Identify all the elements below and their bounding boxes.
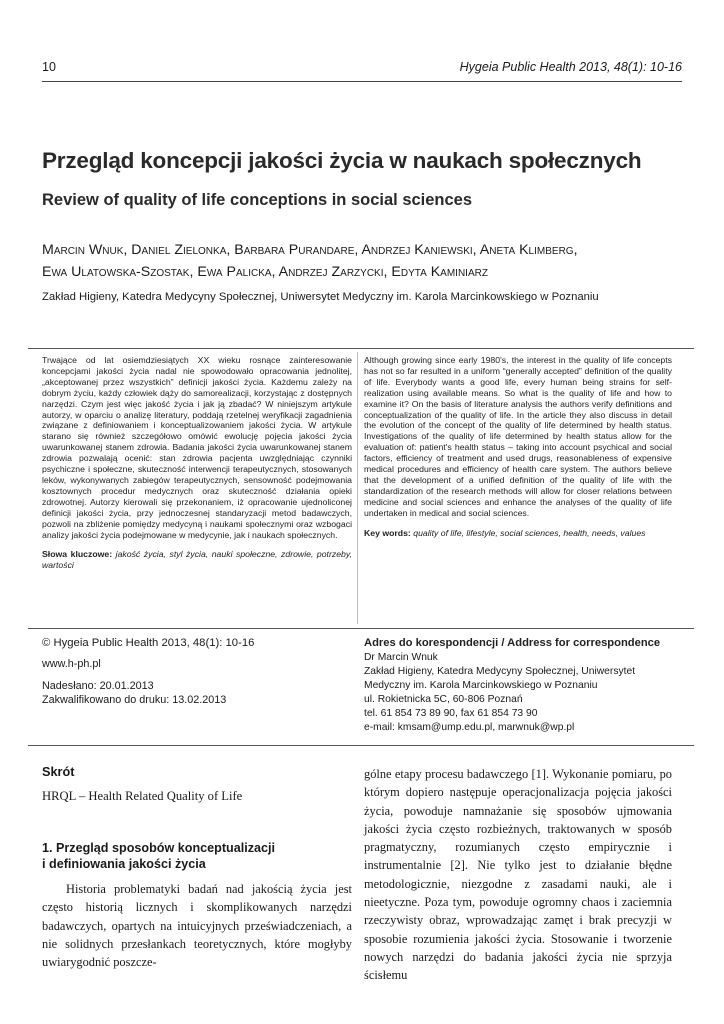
received-date: Nadesłano: 20.01.2013 [42,680,154,692]
info-bottom-divider [28,745,694,746]
accepted-date: Zakwalifikowano do druku: 13.02.2013 [42,694,227,706]
running-header [42,60,682,76]
header-divider [42,81,682,82]
correspondence-university: Medyczny im. Karola Marcinkowskiego w Poznaniu [364,680,598,691]
correspondence-phone: tel. 61 854 73 89 90, fax 61 854 73 90 [364,708,538,719]
abbreviation-hrql: HRQL – Health Related Quality of Life [42,789,243,803]
correspondence-street: ul. Rokietnicka 5C, 60-806 Poznań [364,694,523,705]
keywords-polish-list: jakość życia, styl życia, nauki społeczne, zdrowie, potrzeby, wartości [42,549,352,571]
page-number: 10 [42,60,56,74]
body-column-right [364,765,672,985]
correspondence-block [364,636,684,735]
section-1-heading [42,840,352,872]
body-column-left [42,765,352,971]
copyright-citation: © Hygeia Public Health 2013, 48(1): 10-16 [42,637,255,649]
abstract-polish [42,355,352,571]
section-1-paragraph-1: Historia problematyki badań nad jakością życia jest często historią licznych i skomplikowanych narzędzi badawczych, opartych na intuicyjnych przeświadczeniach, a nie solidnych przesłankach teoretycznych, które mogłyby uwiarygodnić poszcze- [42,882,352,970]
keywords-english-label: Key words: [364,527,411,538]
correspondence-dept: Zakład Higieny, Katedra Medycyny Społecznej, Uniwersytet [364,666,636,677]
author-list [42,239,694,283]
abstract-column-divider [357,352,358,624]
keywords-english [364,528,672,539]
keywords-polish [42,549,352,571]
correspondence-title: Adres do korespondencji / Address for correspondence [364,637,661,649]
title-polish: Przegląd koncepcji jakości życia w naukach społecznych [42,148,642,173]
keywords-english-list: quality of life, lifestyle, social sciences, health, needs, values [413,527,646,538]
section-1-paragraph-continued: gólne etapy procesu badawczego [1]. Wykonanie pomiaru, po którym dopiero następuje operacjonalizacja pojęcia jakości życia, powoduje namnażanie się sposobów ujmowania jakości życia często rozbieżnych, traktowanych w sposób pragmatyczny, rozumianych często empirycznie i instrumentalnie [2]. Nie tylko jest to działanie błędne metodologicznie, niezgodne z zasadami nauki, ale i nieetyczne. Poza tym, powoduje ogromny chaos i zaciemnia rzeczywisty obraz, wprowadzając zamęt i brak precyzji w sposobie rozumienia jakości życia. Stosowanie i tworzenie nowych narzędzi do badania jakości życia nie sprzyja ścisłemu [364,767,672,983]
info-top-divider [28,628,694,629]
publication-info [42,636,342,707]
correspondence-name: Dr Marcin Wnuk [364,652,438,663]
abstract-polish-text: Trwające od lat osiemdziesiątych XX wieku rosnące zainteresowanie koncepcjami jakości życia nadal nie spowodowało opracowania jednolitej, „akceptowanej przez wszystkich” definicji jakości życia. Każdemu zależy na dobrym życiu, każdy człowiek dąży do samorealizacji, korzystając z dostępnych narzędzi. Czym jest więc jakość życia i jak ją zbadać? W niniejszym artykule autorzy, w oparciu o analizę literatury, poddają rzetelnej weryfikacji zagadnienia związane z definiowaniem i konceptualizowaniem jakości życia. W artykule starano się również szczegółowo omówić ewolucję pojęcia jakości życia uwarunkowanej stanem zdrowia. Badania jakości życia uwarunkowanej stanem zdrowia pozwalają ocenić: stan zdrowia pacjenta uwzględniając czynniki psychiczne i społeczne, skuteczność interwencji terapeutycznych, stosowanych leków, wykonywanych zabiegów terapeutycznych, sensowność podejmowania kosztownych procedur medycznych oraz skuteczność działania opieki zdrowotnej. Autorzy kierowali się przekonaniem, iż opracowanie ujednoliconej definicji jakości życia, przy jednoczesnej standaryzacji metod badawczych, pozwoli na zbliżenie pomiędzy medycyną i naukami społecznymi oraz wzbogaci analizy jakości życia podejmowane w medycynie, jak i naukach społecznych. [42,355,352,540]
section-1-heading-line-2: i definiowania jakości życia [42,857,206,871]
correspondence-email[interactable]: e-mail: kmsam@ump.edu.pl, marwnuk@wp.pl [364,722,575,733]
abstract-english-text: Although growing since early 1980's, the interest in the quality of life concepts has not so far resulted in a uniform “generally accepted” definition of the quality of life. Everybody wants a good life, every human being strains for self-realization using available means. So what is the quality of life and how to examine it? On the basis of literature analysis the authors verify definitions and conceptualization of the quality of life. In the article they also discuss in detail the evolution of the concept of the quality of life determined by health status. Investigations of the quality of life determined by health status allow for the evaluation of: patient's health status – taking into account psychical and social factors, efficiency of treatment and used drugs, reasonableness of expensive medical procedures and efficiency of health care system. The authors believe that the development of a unified definition of the quality of life with the standardization of the research methods will allow for closer relations between medicine and social sciences and enhance the analyses of the quality of life undertaken in medical and social sciences. [364,355,672,518]
authors-line-1: Marcin Wnuk, Daniel Zielonka, Barbara Purandare, Andrzej Kaniewski, Aneta Klimberg, [42,242,578,258]
authors-line-2: Ewa Ulatowska-Szostak, Ewa Palicka, Andrzej Zarzycki, Edyta Kaminiarz [42,264,488,280]
journal-citation: Hygeia Public Health 2013, 48(1): 10-16 [459,60,682,74]
journal-website-link[interactable]: www.h-ph.pl [42,658,101,670]
abstract-english [364,355,672,539]
keywords-polish-label: Słowa kluczowe: [42,549,113,560]
abstract-top-divider [28,348,694,349]
affiliation: Zakład Higieny, Katedra Medycyny Społecznej, Uniwersytet Medyczny im. Karola Marcinkowskiego w Poznaniu [42,291,599,303]
title-english: Review of quality of life conceptions in social sciences [42,191,473,209]
section-1-heading-line-1: 1. Przegląd sposobów konceptualizacji [42,841,276,855]
abbreviations-heading: Skrót [42,765,75,779]
